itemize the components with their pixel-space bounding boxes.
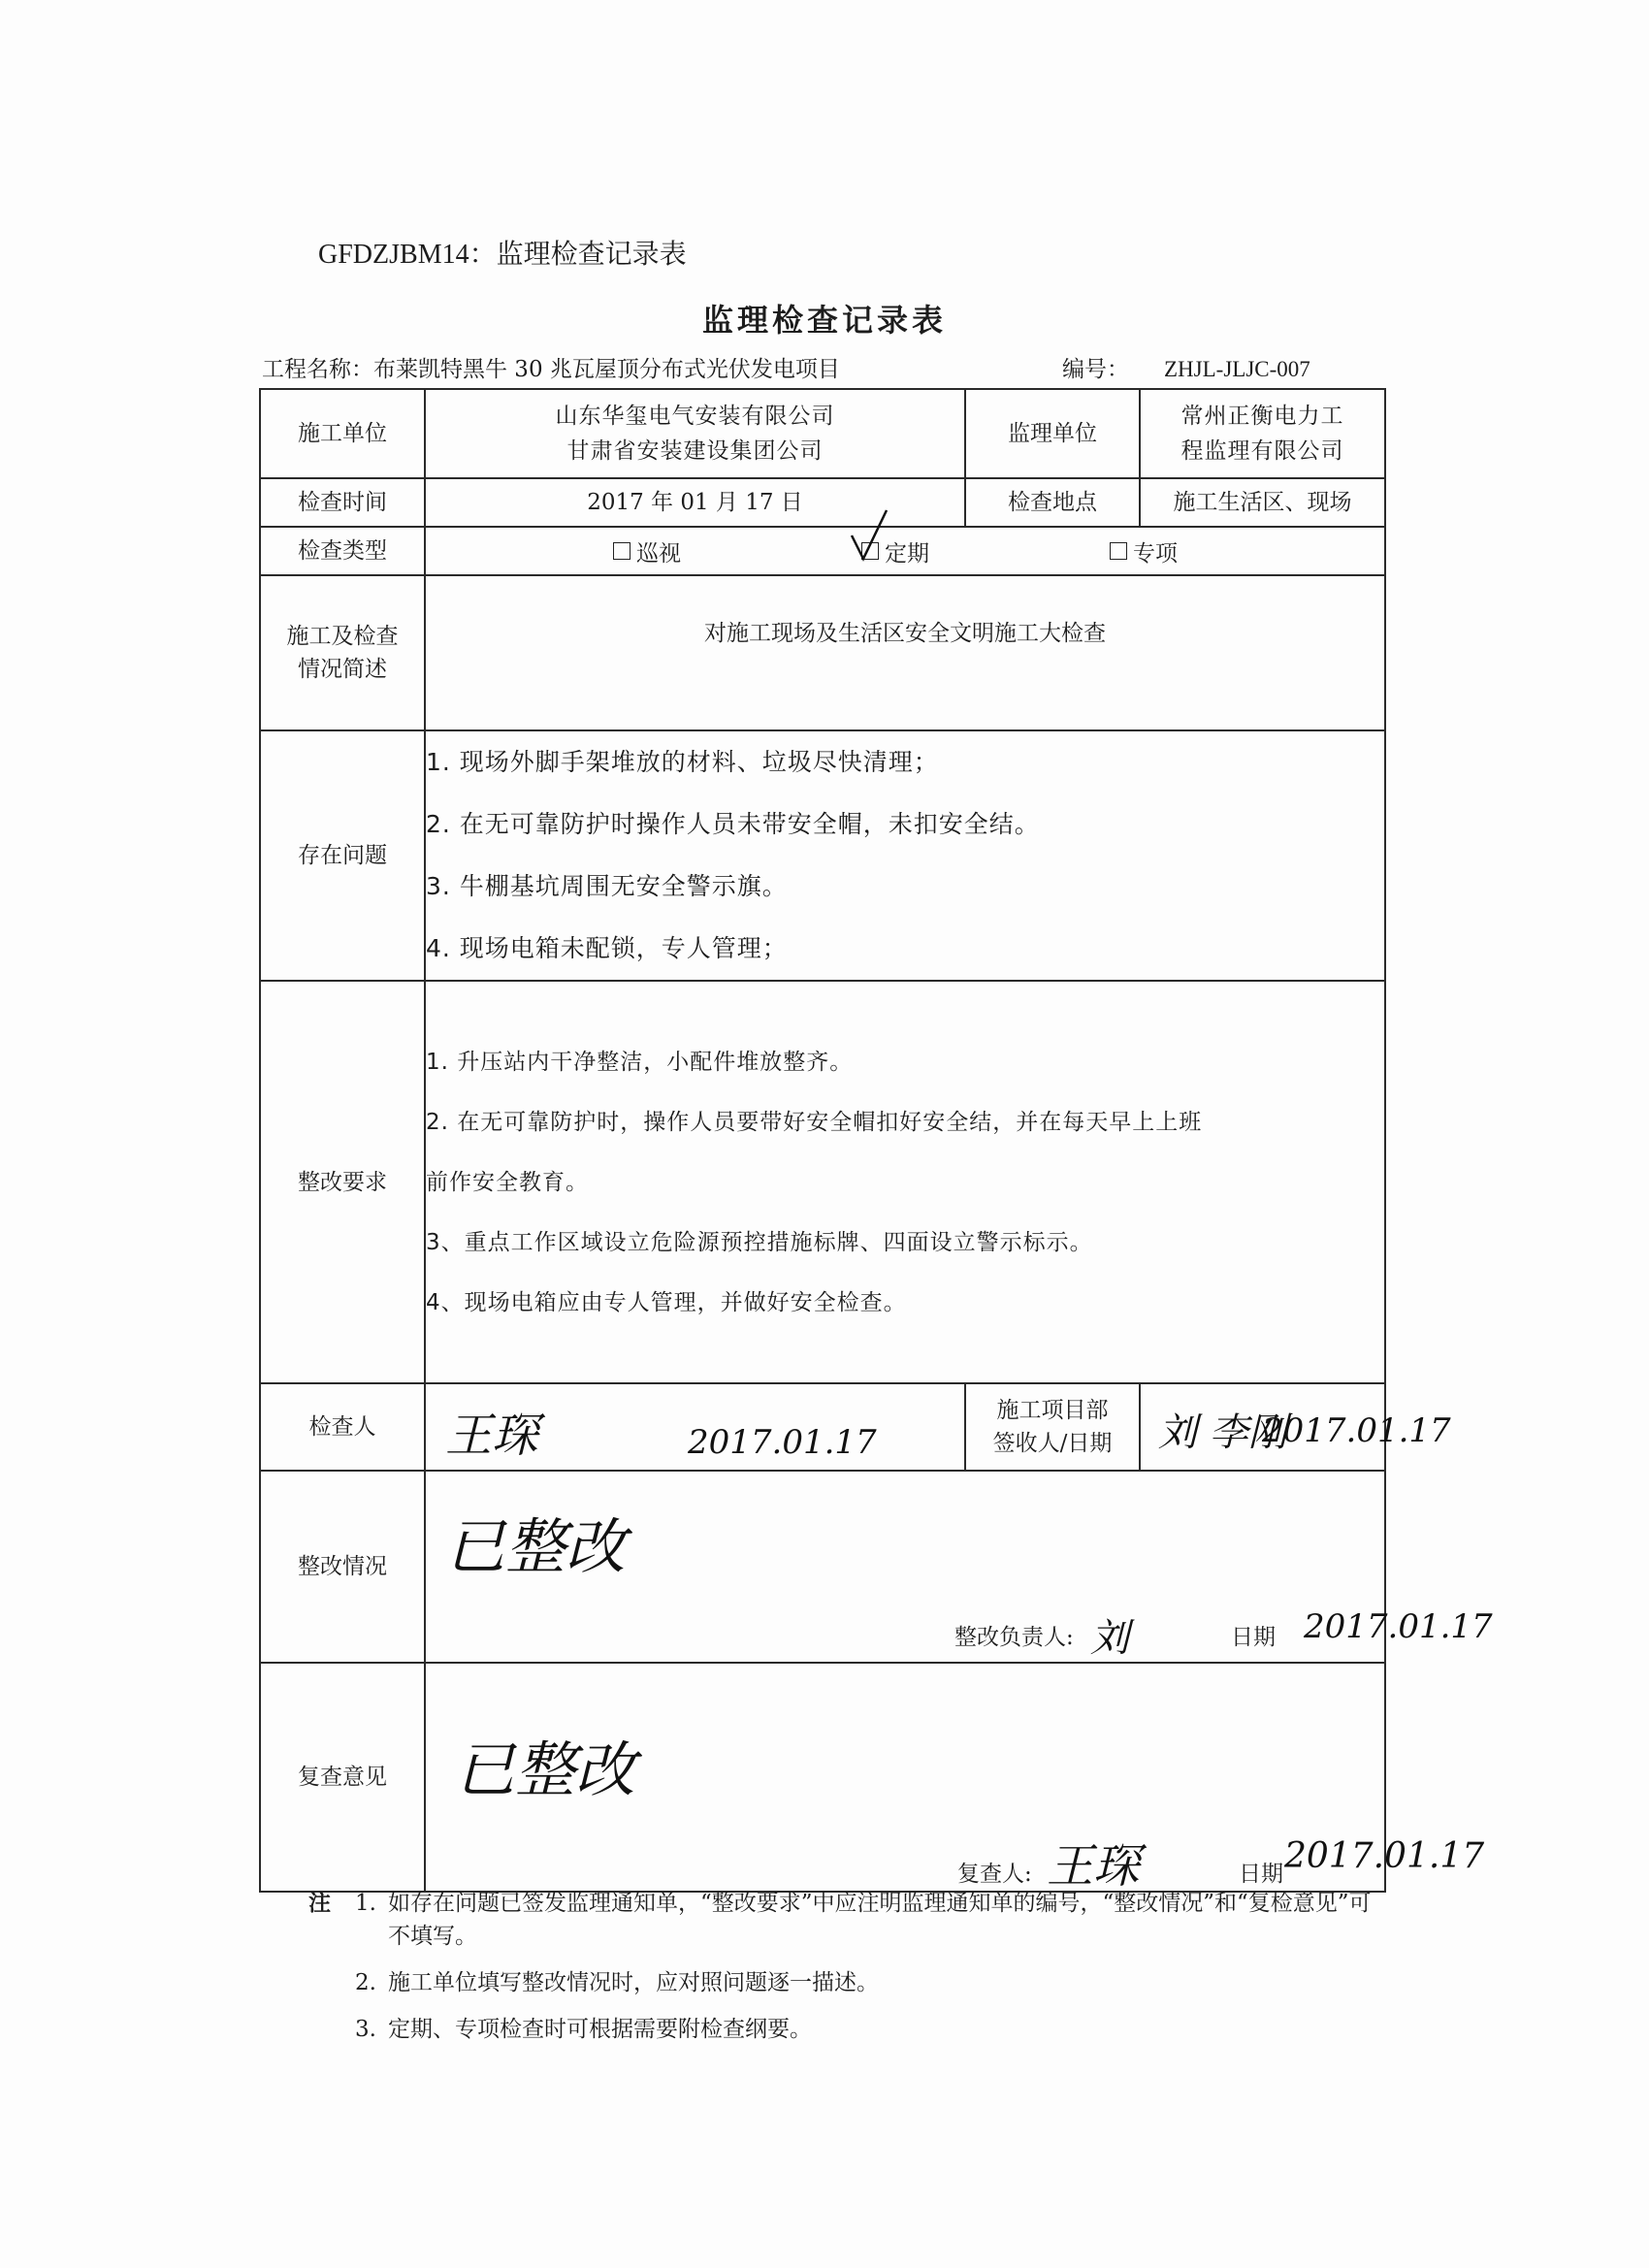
type-option-special-label: 专项 (1133, 540, 1178, 567)
rectification-cell (425, 1471, 1493, 1663)
inspection-form-table (259, 388, 1493, 1894)
requirements-list (425, 981, 1385, 1383)
issues-label: 存在问题 (260, 730, 425, 981)
rectification-text: 已整改 (445, 1511, 627, 1582)
requirement-item: 前作安全教育。 (426, 1169, 589, 1195)
reviewer-label: 复查人: (957, 1862, 1032, 1887)
checkbox-icon (613, 542, 630, 560)
inspector-label: 检查人 (260, 1383, 425, 1471)
row-inspector (260, 1383, 1385, 1471)
handwritten-checkmark-icon (848, 506, 890, 565)
note-text: 定期、专项检查时可根据需要附检查纲要。 (388, 2017, 812, 2042)
note-number: 1. (355, 1891, 376, 1916)
supervision-unit (1140, 389, 1385, 478)
checkbox-icon (1110, 542, 1127, 560)
requirement-item: 3、重点工作区域设立危险源预控措施标牌、四面设立警示标示。 (426, 1229, 1093, 1255)
row-time-place (260, 478, 1385, 527)
situation-label (260, 575, 425, 730)
note-text: 施工单位填写整改情况时，应对照问题逐一描述。 (388, 1970, 879, 1995)
requirement-item: 1. 升压站内干净整洁，小配件堆放整齐。 (426, 1049, 854, 1075)
review-date-label: 日期 (1239, 1862, 1283, 1887)
supervision-unit-line-2: 程监理有限公司 (1180, 438, 1344, 464)
construction-units (425, 389, 965, 478)
rectification-label: 整改情况 (260, 1471, 425, 1663)
document-id: GFDZJBM14：监理检查记录表 (318, 240, 687, 270)
situation-label-line-2: 情况简述 (298, 657, 387, 682)
issue-item: 2. 在无可靠防护时操作人员未带安全帽，未扣安全结。 (426, 810, 1040, 838)
issue-item: 1. 现场外脚手架堆放的材料、垃圾尽快清理； (426, 748, 939, 776)
receiver-signature: 刘 李刚 (1158, 1410, 1287, 1455)
reviewer-signature: 王琛 (1047, 1839, 1141, 1894)
review-cell (425, 1663, 1485, 1894)
inspection-time-label: 检查时间 (260, 478, 425, 527)
code-value: ZHJL-JLJC-007 (1164, 357, 1310, 381)
project-label: 工程名称： (262, 357, 373, 382)
project-line (262, 351, 840, 383)
situation-text: 对施工现场及生活区安全文明施工大检查 (425, 575, 1385, 730)
type-option-regular-label: 定期 (885, 540, 929, 567)
inspection-type-options (425, 527, 1385, 575)
issue-item: 3. 牛棚基坑周围无安全警示旗。 (426, 872, 788, 900)
row-units (260, 389, 1385, 478)
supervision-unit-label: 监理单位 (965, 389, 1140, 478)
note-item (308, 2013, 1385, 2046)
inspection-place-value: 施工生活区、现场 (1140, 478, 1385, 527)
requirements-label: 整改要求 (260, 981, 425, 1383)
row-situation (260, 575, 1385, 730)
note-item (308, 1966, 1385, 1999)
receiver-date: 2017.01.17 (1262, 1411, 1451, 1450)
rectification-person-label: 整改负责人: (954, 1625, 1074, 1650)
row-requirements (260, 981, 1385, 1383)
type-option-patrol[interactable] (613, 535, 681, 567)
requirement-item: 4、现场电箱应由专人管理，并做好安全检查。 (426, 1289, 907, 1315)
rectification-person-signature: 刘 (1090, 1616, 1129, 1661)
construction-unit-1: 山东华玺电气安装有限公司 (555, 404, 835, 429)
rectification-date-label: 日期 (1231, 1625, 1276, 1650)
supervision-unit-line-1: 常州正衡电力工 (1180, 404, 1344, 429)
row-review (260, 1663, 1385, 1892)
receiver-signature-cell (1140, 1383, 1451, 1471)
review-date: 2017.01.17 (1284, 1836, 1485, 1876)
receiver-label-line-1: 施工项目部 (996, 1398, 1109, 1423)
review-label: 复查意见 (260, 1663, 425, 1892)
note-number: 2. (355, 1970, 376, 1995)
construction-unit-2: 甘肃省安装建设集团公司 (566, 438, 824, 464)
inspector-date: 2017.01.17 (688, 1423, 877, 1462)
type-option-regular[interactable] (861, 535, 929, 567)
type-option-patrol-label: 巡视 (636, 540, 681, 567)
type-option-special[interactable] (1110, 535, 1178, 567)
construction-unit-label: 施工单位 (260, 389, 425, 478)
code-label: 编号： (1062, 357, 1129, 382)
inspection-type-label: 检查类型 (260, 527, 425, 575)
row-inspection-type (260, 527, 1385, 575)
note-number: 3. (355, 2017, 376, 2042)
code-line (1062, 351, 1310, 383)
receiver-label (965, 1383, 1140, 1471)
issues-list (425, 730, 1385, 981)
notes-label: 注 (308, 1890, 331, 1916)
project-name: 布莱凯特黑牛 30 兆瓦屋顶分布式光伏发电项目 (373, 357, 840, 382)
inspection-time-value: 2017 年 01 月 17 日 (425, 478, 965, 527)
issue-item: 4. 现场电箱未配锁，专人管理； (426, 934, 788, 962)
inspection-place-label: 检查地点 (965, 478, 1140, 527)
inspector-signature-cell (425, 1383, 965, 1471)
form-title: 监理检查记录表 (701, 302, 947, 339)
rectification-date: 2017.01.17 (1304, 1607, 1493, 1646)
review-text: 已整改 (455, 1734, 636, 1805)
situation-label-line-1: 施工及检查 (286, 624, 399, 649)
row-rectification (260, 1471, 1385, 1663)
receiver-label-line-2: 签收人/日期 (992, 1431, 1113, 1456)
inspector-signature: 王琛 (445, 1409, 539, 1463)
note-item (308, 1887, 1385, 1953)
notes-section (308, 1887, 1385, 2059)
row-issues (260, 730, 1385, 981)
requirement-item: 2. 在无可靠防护时，操作人员要带好安全帽扣好安全结，并在每天早上上班 (426, 1109, 1203, 1135)
note-text: 如存在问题已签发监理通知单，“整改要求”中应注明监理通知单的编号，“整改情况”和“复检意见”可不填写。 (388, 1891, 1372, 1949)
